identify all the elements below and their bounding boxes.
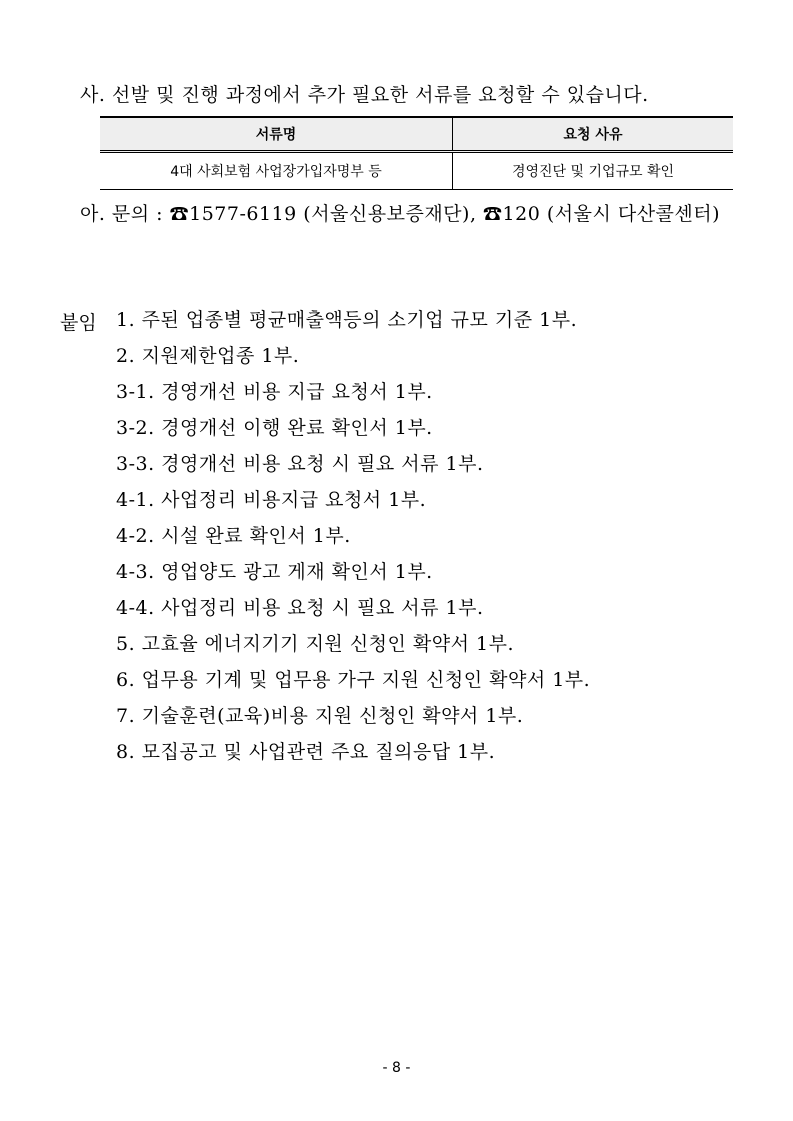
list-item: 4-2. 시설 완료 확인서 1부. — [116, 525, 351, 547]
list-item: 8. 모집공고 및 사업관련 주요 질의응답 1부. — [116, 741, 496, 763]
list-item: 2. 지원제한업종 1부. — [116, 345, 300, 367]
cell-request-reason: 경영진단 및 기업규모 확인 — [453, 152, 734, 190]
table-header-row — [100, 117, 733, 152]
list-item: 6. 업무용 기계 및 업무용 가구 지원 신청인 확약서 1부. — [116, 669, 591, 691]
section-a-contact: 아. 문의 : ☎1577-6119 (서울신용보증재단), ☎120 (서울시 다산콜센터) — [80, 203, 721, 225]
list-item: 5. 고효율 에너지기기 지원 신청인 확약서 1부. — [116, 633, 515, 655]
header-document-name: 서류명 — [100, 117, 453, 152]
header-request-reason: 요청 사유 — [453, 117, 734, 152]
table-row — [100, 152, 733, 190]
cell-document-name: 4대 사회보험 사업장가입자명부 등 — [100, 152, 453, 190]
list-item: 4-3. 영업양도 광고 게재 확인서 1부. — [116, 561, 433, 583]
list-item: 1. 주된 업종별 평균매출액등의 소기업 규모 기준 1부. — [116, 309, 578, 331]
list-item: 3-3. 경영개선 비용 요청 시 필요 서류 1부. — [116, 453, 484, 475]
attachments-label: 붙임 — [60, 312, 97, 334]
section-sa-text: 사. 선발 및 진행 과정에서 추가 필요한 서류를 요청할 수 있습니다. — [80, 84, 649, 106]
list-item: 4-1. 사업정리 비용지급 요청서 1부. — [116, 489, 427, 511]
list-item: 7. 기술훈련(교육)비용 지원 신청인 확약서 1부. — [116, 705, 524, 727]
attachments-list — [116, 308, 590, 776]
list-item: 3-1. 경영개선 비용 지급 요청서 1부. — [116, 381, 433, 403]
documents-table — [100, 116, 733, 190]
list-item: 3-2. 경영개선 이행 완료 확인서 1부. — [116, 417, 433, 439]
page-number: - 8 - — [382, 1060, 411, 1076]
list-item: 4-4. 사업정리 비용 요청 시 필요 서류 1부. — [116, 597, 484, 619]
